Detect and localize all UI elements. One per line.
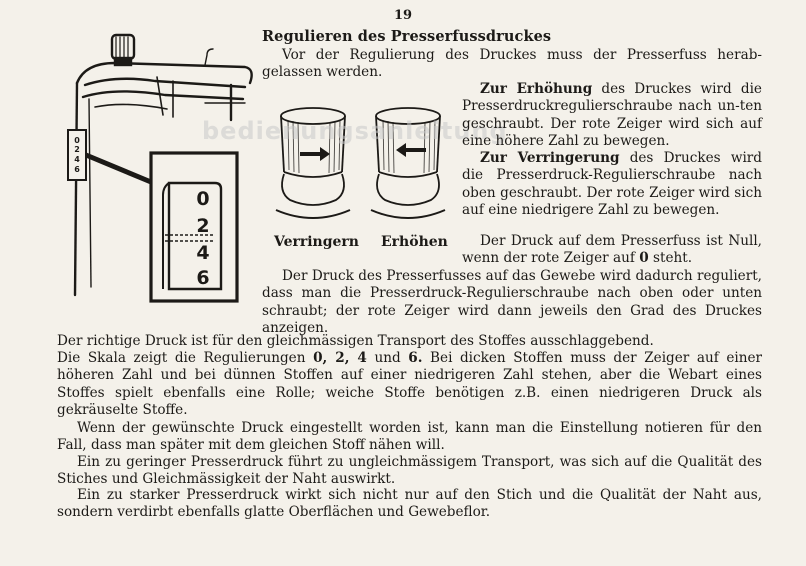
page-number: 19 — [393, 8, 413, 23]
regulation-text: Der Druck des Presserfusses auf das Gewebe wird dadurch reguliert, dass man die Presserdruck-Regulierschraube nach oben oder unten schraubt; der rote Zeiger wird dann jeweils den Grad des Druckes anzeigen. — [262, 268, 762, 337]
scale-text-before: Die Skala zeigt die Regulierungen — [57, 350, 306, 366]
dial-digit: 2 — [196, 215, 210, 237]
machine-scale-digit: 4 — [74, 155, 80, 164]
dial-digit: 4 — [196, 242, 210, 264]
scale-and: und — [374, 350, 401, 366]
paragraph-correct-pressure — [57, 333, 762, 350]
decrease-label: Zur Verringerung — [480, 150, 620, 166]
increase-text: des Druckes wird die Presserdruckregulierschraube nach un-ten geschraubt. Der rote Zeiger wird sich auf eine höhere Zahl zu bewegen. — [462, 81, 762, 150]
null-text-before: Der Druck auf dem Presserfuss ist Null, wenn der rote Zeiger auf — [462, 233, 762, 267]
increase-label: Zur Erhöhung — [480, 81, 593, 97]
paragraph-increase — [462, 81, 762, 151]
paragraph-scale — [57, 350, 762, 420]
note-text: Wenn der gewünschte Druck eingestellt worden ist, kann man die Einstellung notieren für den Fall, dass man später mit dem gleichen Stoff nähen will. — [57, 420, 762, 454]
dial-digit: 6 — [196, 267, 210, 289]
too-low-text: Ein zu geringer Presserdruck führt zu ungleichmässigem Transport, was sich auf die Qualität des Stiches und Gleichmässigkeit der Naht auswirkt. — [57, 454, 762, 488]
machine-scale-digit: 0 — [74, 136, 80, 145]
left-arrow-icon — [396, 143, 426, 157]
right-arrow-icon — [300, 147, 330, 161]
paragraph-intro — [262, 47, 762, 82]
scale-values: 0, 2, 4 — [313, 350, 367, 366]
paragraph-too-high — [57, 487, 762, 522]
paragraph-decrease — [462, 150, 762, 220]
scale-text-after: Bei dicken Stoffen muss der Zeiger auf einer höheren Zahl und bei dünnen Stoffen auf einer niedrigeren Zahl stehen, aber die Webart eines Stoffes spielt ebenfalls eine Rolle; weiche Stoffe benötigen z.B. einen niedrigeren Druck als gekräuselte Stoffe. — [57, 350, 763, 419]
machine-scale-digit: 2 — [74, 145, 80, 154]
scale-last-value: 6. — [408, 350, 423, 366]
paragraph-null-pressure — [462, 233, 762, 268]
paragraph-note — [57, 420, 762, 455]
null-value: 0 — [639, 250, 649, 267]
too-high-text: Ein zu starker Presserdruck wirkt sich nicht nur auf den Stich und die Qualität der Naht aus, sondern verdirbt ebenfalls glatte Oberflächen und Gewebeflor. — [57, 487, 762, 521]
correct-text: Der richtige Druck ist für den gleichmässigen Transport des Stoffes ausschlaggebend. — [57, 333, 654, 349]
section-heading: Regulieren des Presserfussdruckes — [262, 28, 552, 45]
machine-scale-digit: 6 — [74, 165, 80, 174]
paragraph-regulation — [262, 268, 762, 338]
paragraph-too-low — [57, 454, 762, 489]
dial-digit: 0 — [196, 188, 210, 210]
decrease-text: des Druckes wird die Presserdruck-Regulierschraube nach oben geschraubt. Der rote Zeiger wird sich auf eine niedrigere Zahl zu bewegen. — [462, 150, 763, 219]
watermark: bedienungsanleitung — [202, 117, 508, 145]
caption-decrease: Verringern — [274, 234, 359, 250]
null-text-after: steht. — [653, 250, 693, 267]
intro-text: Vor der Regulierung des Druckes muss der Presserfuss herab-gelassen werden. — [262, 47, 762, 81]
caption-increase: Erhöhen — [381, 234, 448, 250]
